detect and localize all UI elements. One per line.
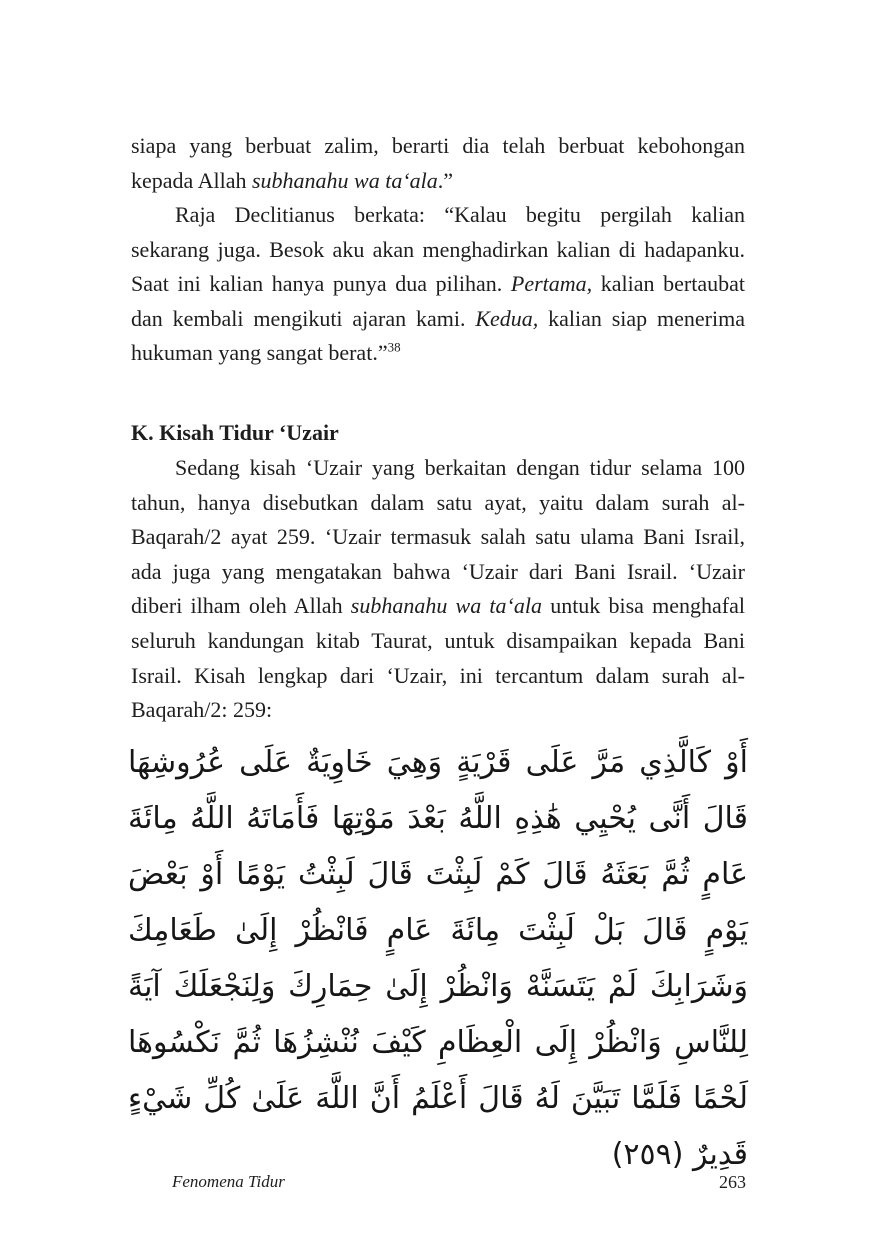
running-footer-title: Fenomena Tidur <box>172 1172 285 1191</box>
paragraph-text: siapa yang berbuat zalim, berarti dia telah berbuat kebohongan kepada Allah <box>131 133 745 193</box>
paragraph-text: .” <box>437 167 454 193</box>
paragraph-text: kalian siap menerima hukuman yang sangat berat.” <box>131 305 745 366</box>
italic-phrase: subhanahu wa ta‘ala <box>251 167 438 193</box>
italic-phrase: Pertama, <box>510 271 593 297</box>
paragraph-raja-declitianus <box>131 198 745 371</box>
footnote-marker: 38 <box>387 340 401 356</box>
paragraph-text: Sedang kisah ‘Uzair yang berkaitan dengan tidur selama 100 tahun, hanya disebutkan dalam satu ayat, yaitu dalam surah al-Baqarah/2 ayat 259. ‘Uzair termasuk salah satu ulama Bani Israil, ada juga yang mengatakan bahwa ‘Uzair dari Bani Israil. ‘Uzair diberi ilham oleh Allah <box>131 455 745 619</box>
section-heading: K. Kisah Tidur ‘Uzair <box>131 420 339 445</box>
paragraph-kisah-uzair <box>131 451 745 728</box>
paragraph-continuation <box>131 129 745 198</box>
italic-phrase: Kedua, <box>475 305 539 331</box>
paragraph-text: Raja Declitianus berkata: “Kalau begitu pergilah kalian sekarang juga. Besok aku akan menghadirkan kalian di hadapanku. Saat ini kalian hanya punya dua pilihan. <box>131 202 745 297</box>
paragraph-text: kalian bertaubat dan kembali mengikuti ajaran kami. <box>131 271 746 331</box>
arabic-verse: أَوْ كَالَّذِي مَرَّ عَلَى قَرْيَةٍ وَهِيَ خَاوِيَةٌ عَلَى عُرُوشِهَا قَالَ أَنَّى يُحْيِي هَٰذِهِ اللَّهُ بَعْدَ مَوْتِهَا فَأَمَاتَهُ اللَّهُ مِائَةَ عَامٍ ثُمَّ بَعَثَهُ قَالَ كَمْ لَبِثْتَ قَالَ لَبِثْتُ يَوْمًا أَوْ بَعْضَ يَوْمٍ قَالَ بَلْ لَبِثْتَ مِائَةَ عَامٍ فَانْظُرْ إِلَىٰ طَعَامِكَ وَشَرَابِكَ لَمْ يَتَسَنَّهْ وَانْظُرْ إِلَىٰ حِمَارِكَ وَلِنَجْعَلَكَ آيَةً لِلنَّاسِ وَانْظُرْ إِلَى الْعِظَامِ كَيْفَ نُنْشِزُهَا ثُمَّ نَكْسُوهَا لَحْمًا فَلَمَّا تَبَيَّنَ لَهُ قَالَ أَعْلَمُ أَنَّ اللَّهَ عَلَىٰ كُلِّ شَيْءٍ قَدِيرٌ (٢٥٩) <box>128 745 748 1172</box>
page-number: 263 <box>719 1172 746 1192</box>
paragraph-text: untuk bisa menghafal seluruh kandungan kitab Taurat, untuk disampaikan kepada Bani Israil. Kisah lengkap dari ‘Uzair, ini tercantum dalam surah al-Baqarah/2: 259: <box>131 593 745 723</box>
italic-phrase: subhanahu wa ta‘ala <box>350 593 542 619</box>
